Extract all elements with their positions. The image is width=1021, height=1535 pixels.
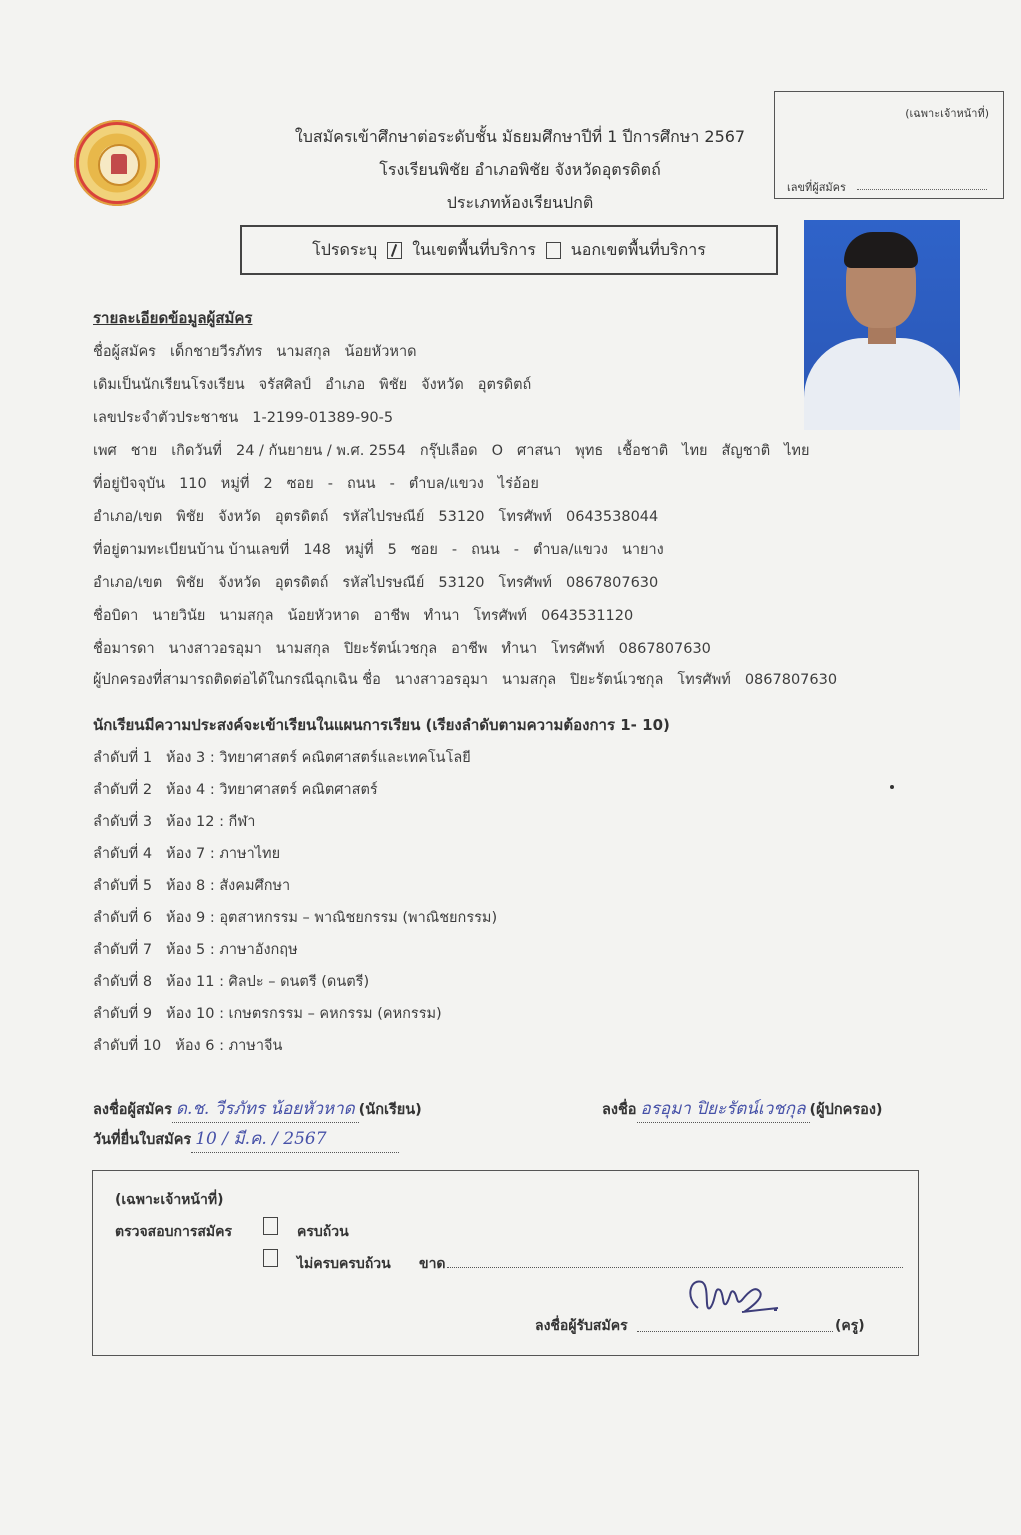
field-text: เด็กชายวีรภัทร <box>169 344 263 360</box>
field-text: 148 <box>303 542 331 558</box>
form-header <box>250 120 790 219</box>
field-text: 0867807630 <box>566 575 659 591</box>
field-text: อำเภอ <box>325 377 366 393</box>
field-text: ชื่อมารดา <box>93 641 155 657</box>
field-text: 2 <box>263 476 273 492</box>
field-text: นางสาวอรอุมา <box>168 641 262 657</box>
field-text: 0867807630 <box>744 672 838 688</box>
field-text: จรัสศิลป์ <box>258 377 312 393</box>
field-text: จังหวัด <box>218 509 261 525</box>
service-area-box <box>240 225 778 275</box>
field-text: จังหวัด <box>218 575 261 591</box>
guardian-signature: อรอุมา ปิยะรัตน์เวชกุล <box>637 1095 810 1123</box>
field-text: - <box>389 476 395 492</box>
signature-label: ลงชื่อ <box>602 1102 637 1118</box>
check-label: ตรวจสอบการสมัคร <box>115 1224 233 1240</box>
plan-room: ห้อง 6 : ภาษาจีน <box>175 1038 283 1054</box>
plan-item <box>93 906 511 929</box>
complete-label: ครบถ้วน <box>297 1224 349 1240</box>
field-text: เกิดวันที่ <box>171 443 222 459</box>
field-text: รหัสไปรษณีย์ <box>342 575 425 591</box>
plan-item <box>93 1034 296 1057</box>
receiver-suffix: (ครู) <box>835 1318 865 1334</box>
guardian-signature-row <box>602 1095 883 1123</box>
field-text: - <box>451 542 458 558</box>
field-text: จังหวัด <box>421 377 464 393</box>
room-type: ประเภทห้องเรียนปกติ <box>446 193 594 212</box>
name-row <box>93 340 431 363</box>
registered-address-row-2 <box>93 571 672 594</box>
plan-room: ห้อง 11 : ศิลปะ – ดนตรี (ดนตรี) <box>166 974 370 990</box>
field-text: โทรศัพท์ <box>473 608 527 624</box>
field-text: ไทย <box>682 443 708 459</box>
signature-label: (ผู้ปกครอง) <box>809 1102 883 1118</box>
field-text: 0643531120 <box>540 608 634 624</box>
school-name: โรงเรียนพิชัย อำเภอพิชัย จังหวัดอุตรดิตถ์ <box>379 160 661 179</box>
field-text: นามสกุล <box>275 641 330 657</box>
plan-order: ลำดับที่ 7 <box>93 942 153 958</box>
plan-item <box>93 746 485 769</box>
applicant-signature-row <box>93 1095 422 1123</box>
father-row <box>93 604 647 627</box>
plan-item <box>93 842 294 865</box>
field-text: ซอย <box>286 476 314 492</box>
plan-order: ลำดับที่ 6 <box>93 910 153 926</box>
plan-order: ลำดับที่ 8 <box>93 974 153 990</box>
plan-item <box>93 938 312 961</box>
plan-room: ห้อง 4 : วิทยาศาสตร์ คณิตศาสตร์ <box>166 782 378 798</box>
field-text: ทำนา <box>423 608 460 624</box>
receiver-signature-field[interactable] <box>637 1331 833 1332</box>
plan-item <box>93 778 392 801</box>
school-logo <box>74 120 160 206</box>
plan-order: ลำดับที่ 9 <box>93 1006 153 1022</box>
current-address-row <box>93 472 553 495</box>
field-text: ตำบล/แขวง <box>532 542 608 558</box>
field-text: รหัสไปรษณีย์ <box>342 509 425 525</box>
field-text: O <box>491 443 504 459</box>
field-text: อาชีพ <box>451 641 488 657</box>
plan-order: ลำดับที่ 2 <box>93 782 153 798</box>
applicant-signature: ด.ช. วีรภัทร น้อยหัวหาด <box>172 1095 359 1123</box>
field-text: พิชัย <box>379 377 408 393</box>
registered-address-row <box>93 538 678 561</box>
field-text: ผู้ปกครองที่สามารถติดต่อได้ในกรณีฉุกเฉิน ชื่อ <box>93 672 381 688</box>
field-text: - <box>513 542 519 558</box>
field-text: นามสกุล <box>219 608 274 624</box>
plan-order: ลำดับที่ 1 <box>93 750 153 766</box>
field-text: โทรศัพท์ <box>551 641 605 657</box>
field-text: น้อยหัวหาด <box>344 344 417 360</box>
plan-item <box>93 874 304 897</box>
field-text: ชื่อบิดา <box>93 608 139 624</box>
field-text: น้อยหัวหาด <box>287 608 360 624</box>
field-text: 1-2199-01389-90-5 <box>252 410 394 426</box>
field-text: ตำบล/แขวง <box>408 476 484 492</box>
submit-date: 10 / มี.ค. / 2567 <box>191 1125 399 1153</box>
field-text: 53120 <box>438 575 485 591</box>
field-text: ที่อยู่ปัจจุบัน <box>93 476 166 492</box>
field-text: เพศ <box>93 443 117 459</box>
field-text: อุตรดิตถ์ <box>274 509 329 525</box>
field-text: นางสาวอรอุมา <box>394 672 488 688</box>
field-text: ปิยะรัตน์เวชกุล <box>343 641 438 657</box>
current-address-row-2 <box>93 505 672 528</box>
guardian-row <box>93 668 851 691</box>
field-text: ซอย <box>410 542 438 558</box>
field-text: สัญชาติ <box>721 443 771 459</box>
field-text: เดิมเป็นนักเรียนโรงเรียน <box>93 377 245 393</box>
in-area-checkbox[interactable] <box>387 242 402 259</box>
plan-room: ห้อง 9 : อุตสาหกรรม – พาณิชยกรรม (พาณิชยกรรม) <box>166 910 498 926</box>
field-text: โทรศัพท์ <box>498 509 552 525</box>
field-text: อุตรดิตถ์ <box>274 575 329 591</box>
field-text: ไทย <box>784 443 810 459</box>
field-text: 0643538044 <box>566 509 659 525</box>
field-text: อำเภอ/เขต <box>93 509 163 525</box>
field-text: ปิยะรัตน์เวชกุล <box>570 672 664 688</box>
out-area-label: นอกเขตพื้นที่บริการ <box>570 239 706 259</box>
id-row <box>93 406 407 429</box>
ink-dot <box>890 785 894 789</box>
form-title: ใบสมัครเข้าศึกษาต่อระดับชั้น มัธยมศึกษาปีที่ 1 ปีการศึกษา 2567 <box>294 127 746 146</box>
plan-room: ห้อง 12 : กีฬา <box>166 814 256 830</box>
details-heading: รายละเอียดข้อมูลผู้สมัคร <box>93 309 253 327</box>
field-text: ไร่อ้อย <box>497 476 539 492</box>
plan-room: ห้อง 7 : ภาษาไทย <box>166 846 281 862</box>
field-text: อาชีพ <box>373 608 410 624</box>
prev-school-row <box>93 373 545 396</box>
officer-check-section <box>92 1170 919 1356</box>
signature-label: (นักเรียน) <box>358 1102 422 1118</box>
plan-room: ห้อง 5 : ภาษาอังกฤษ <box>166 942 298 958</box>
field-text: นายาง <box>621 542 664 558</box>
field-text: 5 <box>387 542 397 558</box>
officer-label: (เฉพาะเจ้าหน้าที่) <box>905 107 989 120</box>
field-text: นามสกุล <box>276 344 331 360</box>
field-text: ถนน <box>471 542 500 558</box>
field-text: ทำนา <box>501 641 538 657</box>
missing-label: ขาด <box>419 1256 446 1272</box>
receiver-label: ลงชื่อผู้รับสมัคร <box>535 1318 628 1334</box>
plan-item <box>93 810 269 833</box>
plan-order: ลำดับที่ 5 <box>93 878 153 894</box>
applicant-number-field[interactable] <box>857 189 987 190</box>
field-text: กรุ๊ปเลือด <box>419 443 478 459</box>
missing-field[interactable] <box>447 1267 903 1268</box>
field-text: 110 <box>179 476 207 492</box>
field-text: ชาย <box>130 443 158 459</box>
field-text: 24 / กันยายน / พ.ศ. 2554 <box>235 443 406 459</box>
plan-order: ลำดับที่ 3 <box>93 814 153 830</box>
incomplete-checkbox[interactable] <box>263 1249 278 1267</box>
field-text: เชื้อชาติ <box>617 443 669 459</box>
out-area-checkbox[interactable] <box>546 242 561 259</box>
plan-item <box>93 1002 456 1025</box>
officer-use-box <box>774 91 1004 199</box>
receiver-signature-icon <box>680 1268 790 1328</box>
applicant-number-label: เลขที่ผู้สมัคร <box>787 181 846 194</box>
plan-room: ห้อง 8 : สังคมศึกษา <box>166 878 291 894</box>
field-text: พิชัย <box>176 575 205 591</box>
field-text: ถนน <box>346 476 376 492</box>
field-text: โทรศัพท์ <box>498 575 552 591</box>
signature-label: ลงชื่อผู้สมัคร <box>93 1102 172 1118</box>
mother-row <box>93 637 725 660</box>
signature-label: วันที่ยื่นใบสมัคร <box>93 1132 192 1148</box>
field-text: นายวินัย <box>152 608 206 624</box>
field-text: ที่อยู่ตามทะเบียนบ้าน บ้านเลขที่ <box>93 542 290 558</box>
personal-row <box>93 439 824 462</box>
field-text: - <box>327 476 333 492</box>
in-area-label: ในเขตพื้นที่บริการ <box>412 239 536 259</box>
field-text: หมู่ที่ <box>220 476 250 492</box>
submit-date-row <box>93 1125 399 1153</box>
field-text: นามสกุล <box>502 672 557 688</box>
field-text: อุตรดิตถ์ <box>477 377 532 393</box>
plan-order: ลำดับที่ 10 <box>93 1038 162 1054</box>
field-text: อำเภอ/เขต <box>93 575 163 591</box>
field-text: พิชัย <box>176 509 205 525</box>
plan-heading: นักเรียนมีความประสงค์จะเข้าเรียนในแผนการเรียน (เรียงลำดับตามความต้องการ 1- 10) <box>93 716 670 734</box>
field-text: ชื่อผู้สมัคร <box>93 344 156 360</box>
field-text: พุทธ <box>575 443 604 459</box>
applicant-photo <box>804 220 960 430</box>
complete-checkbox[interactable] <box>263 1217 278 1235</box>
plan-item <box>93 970 383 993</box>
field-text: หมู่ที่ <box>344 542 374 558</box>
field-text: 53120 <box>438 509 485 525</box>
field-text: เลขประจำตัวประชาชน <box>93 410 239 426</box>
plan-order: ลำดับที่ 4 <box>93 846 153 862</box>
incomplete-label: ไม่ครบครบถ้วน <box>297 1256 391 1272</box>
plan-room: ห้อง 3 : วิทยาศาสตร์ คณิตศาสตร์และเทคโนโลยี <box>166 750 471 766</box>
officer-section-label: (เฉพาะเจ้าหน้าที่) <box>115 1192 224 1208</box>
specify-label: โปรดระบุ <box>312 239 378 259</box>
field-text: ศาสนา <box>517 443 562 459</box>
field-text: โทรศัพท์ <box>677 672 731 688</box>
plan-room: ห้อง 10 : เกษตรกรรม – คหกรรม (คหกรรม) <box>166 1006 442 1022</box>
field-text: 0867807630 <box>618 641 711 657</box>
